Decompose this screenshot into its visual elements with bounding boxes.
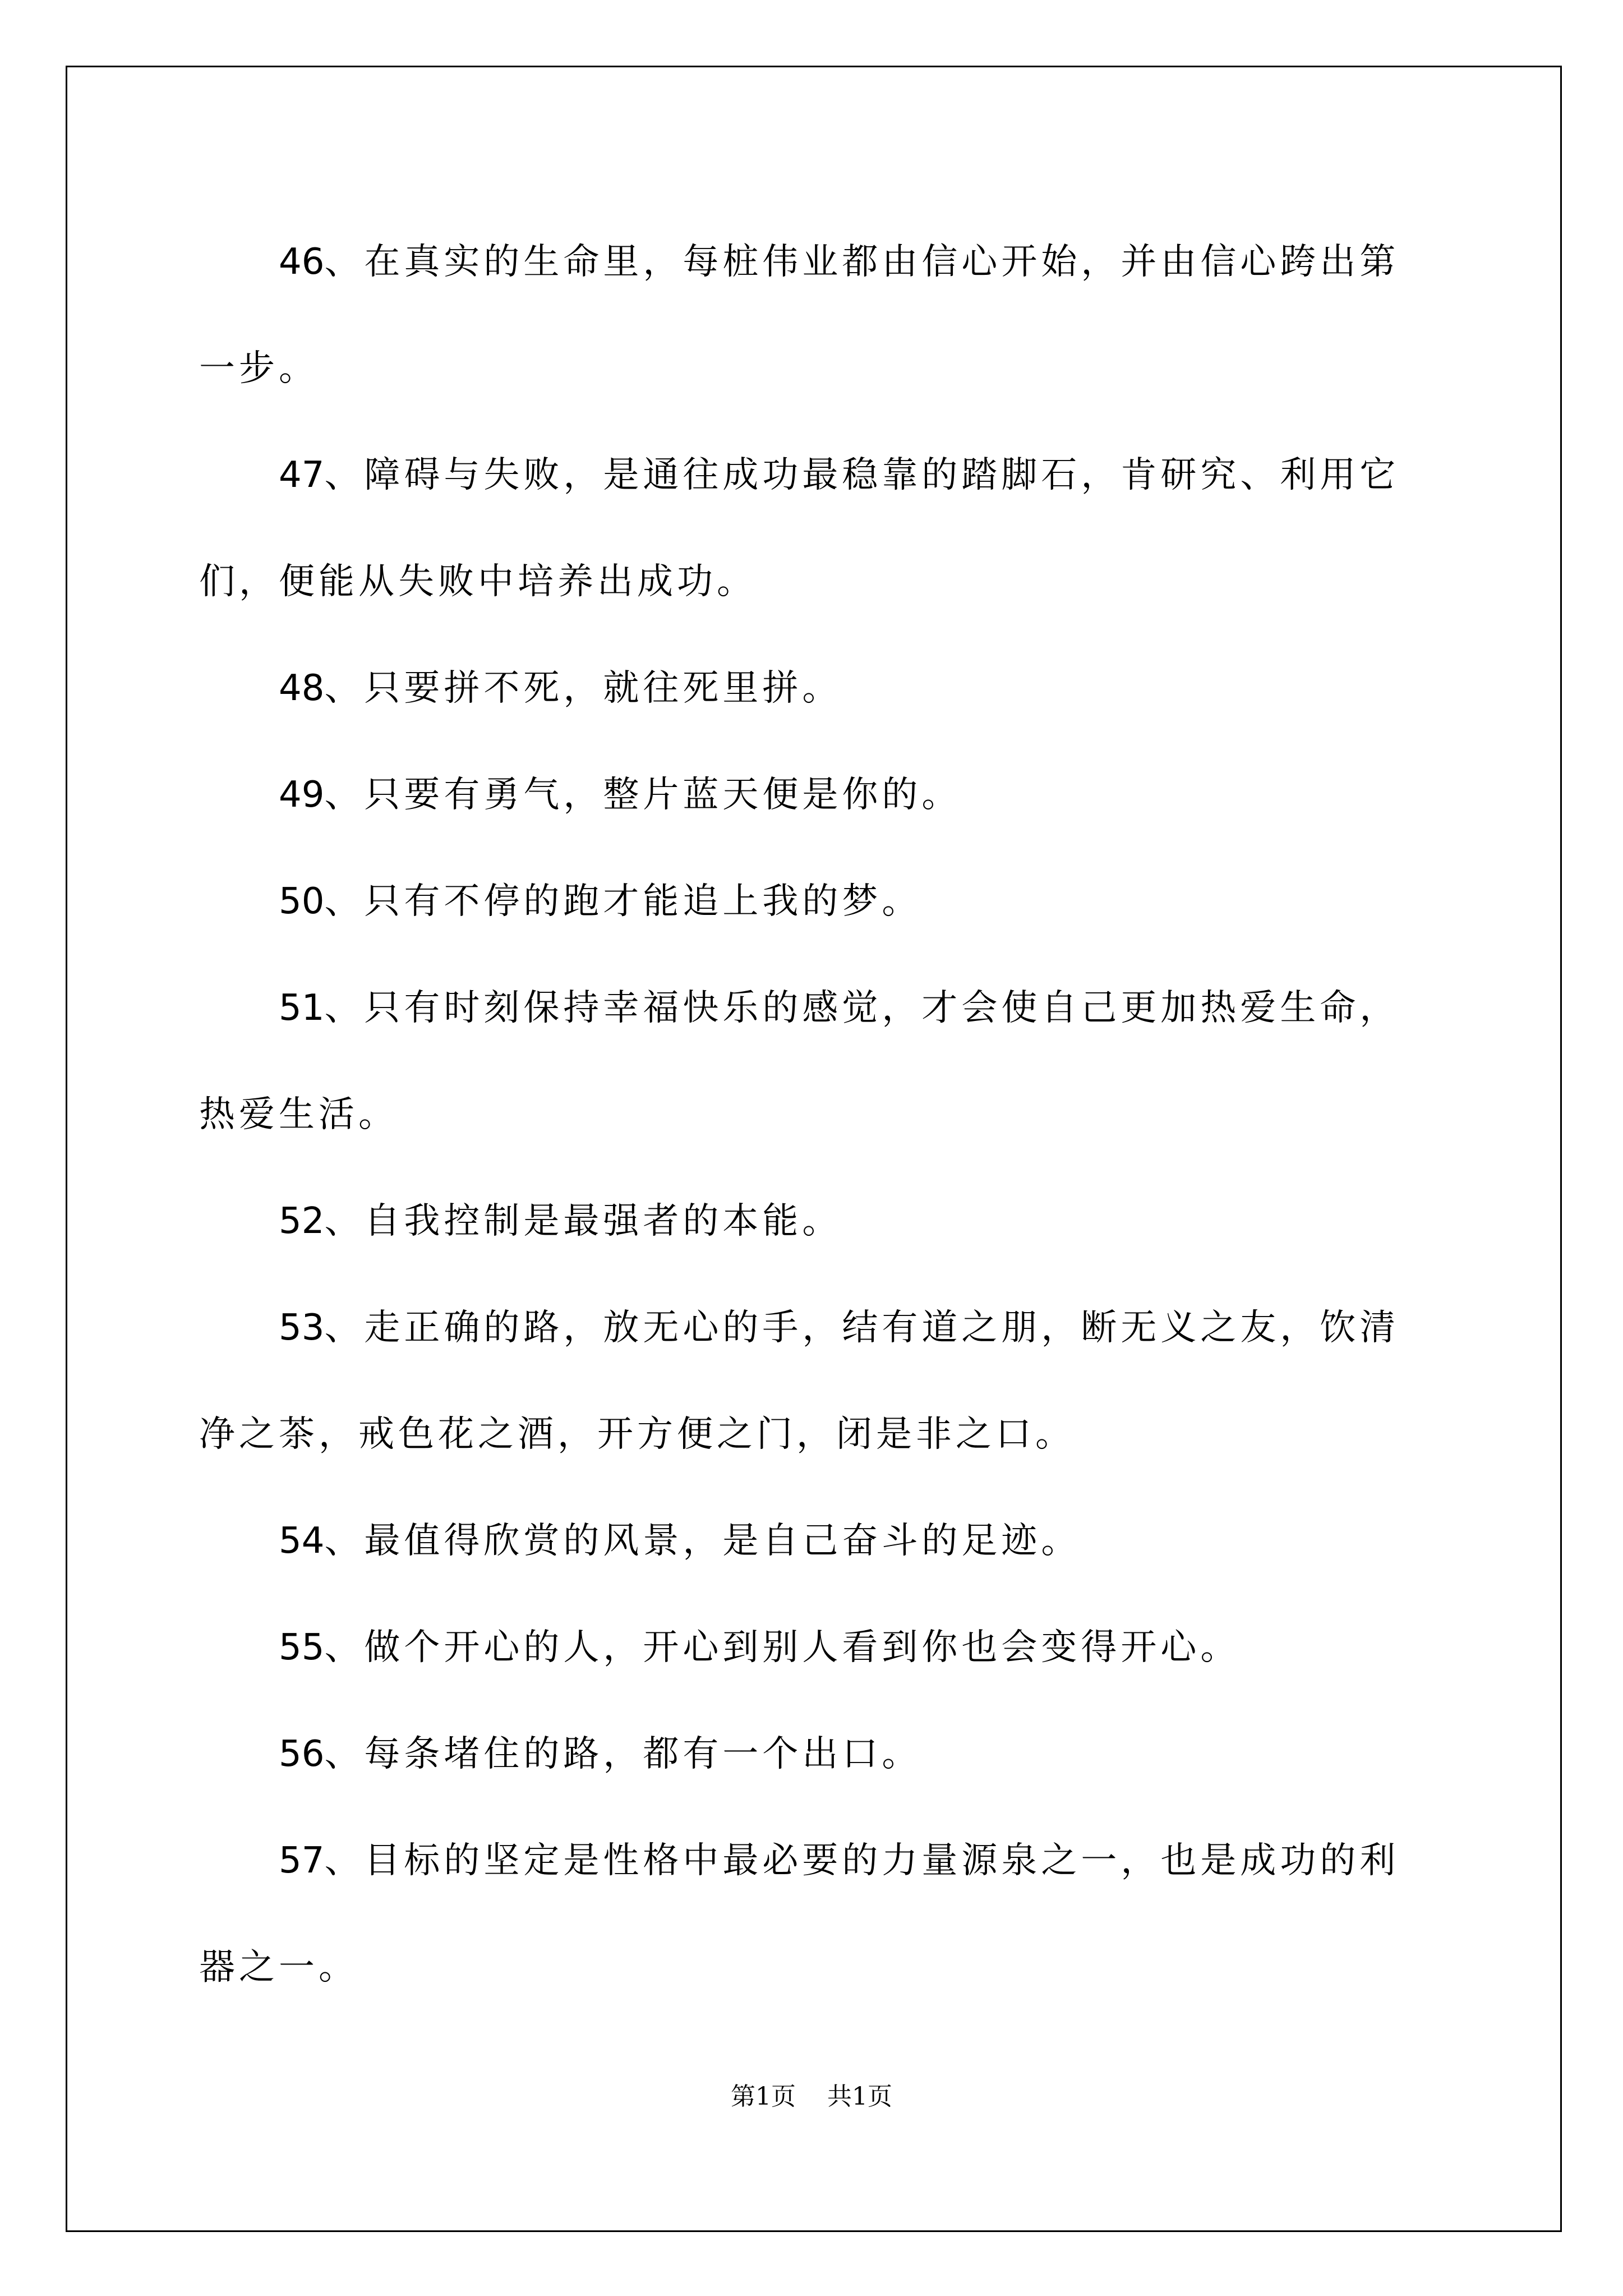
paragraph-number: 55 [279,1627,325,1668]
paragraph-55 [199,1594,1430,1701]
paragraph-text: 、目标的坚定是性格中最必要的力量源泉之一，也是成功的利器之一。 [199,1840,1400,1988]
paragraph-number: 48 [279,668,325,709]
paragraph-number: 52 [279,1200,325,1242]
paragraph-48 [199,635,1430,742]
paragraph-text: 、在真实的生命里，每桩伟业都由信心开始，并由信心跨出第一步。 [199,241,1400,389]
paragraph-47 [199,422,1430,635]
paragraph-49 [199,742,1430,848]
paragraph-text: 、只有时刻保持幸福快乐的感觉，才会使自己更加热爱生命，热爱生活。 [199,987,1400,1135]
document-body [199,209,1430,2021]
paragraph-number: 51 [279,987,325,1029]
paragraph-number: 50 [279,881,325,922]
paragraph-number: 53 [279,1307,325,1349]
paragraph-number: 49 [279,774,325,816]
paragraph-text: 、自我控制是最强者的本能。 [324,1200,842,1242]
paragraph-text: 、只要拼不死，就往死里拼。 [324,668,842,709]
page-number-label: 第1页 [731,2082,796,2111]
paragraph-51 [199,955,1430,1168]
paragraph-text: 、只有不停的跑才能追上我的梦。 [324,881,922,922]
paragraph-text: 、最值得欣赏的风景，是自己奋斗的足迹。 [324,1520,1081,1562]
paragraph-number: 46 [279,241,325,283]
page-footer [0,2080,1623,2114]
paragraph-text: 、做个开心的人，开心到别人看到你也会变得开心。 [324,1627,1241,1668]
paragraph-number: 56 [279,1733,325,1775]
paragraph-text: 、走正确的路，放无心的手，结有道之朋，断无义之友，饮清净之茶，戒色花之酒，开方便之门，闭是非之口。 [199,1307,1400,1455]
page-total-label: 共1页 [827,2082,892,2111]
paragraph-52 [199,1168,1430,1274]
paragraph-54 [199,1488,1430,1594]
paragraph-number: 57 [279,1840,325,1881]
paragraph-46 [199,209,1430,422]
paragraph-text: 、只要有勇气，整片蓝天便是你的。 [324,774,962,816]
paragraph-text: 、每条堵住的路，都有一个出口。 [324,1733,922,1775]
paragraph-56 [199,1701,1430,1807]
paragraph-53 [199,1274,1430,1488]
paragraph-text: 、障碍与失败，是通往成功最稳靠的踏脚石，肯研究、利用它们，便能从失败中培养出成功。 [199,454,1400,602]
paragraph-number: 54 [279,1520,325,1562]
paragraph-50 [199,848,1430,955]
paragraph-57 [199,1807,1430,2021]
paragraph-number: 47 [279,454,325,496]
